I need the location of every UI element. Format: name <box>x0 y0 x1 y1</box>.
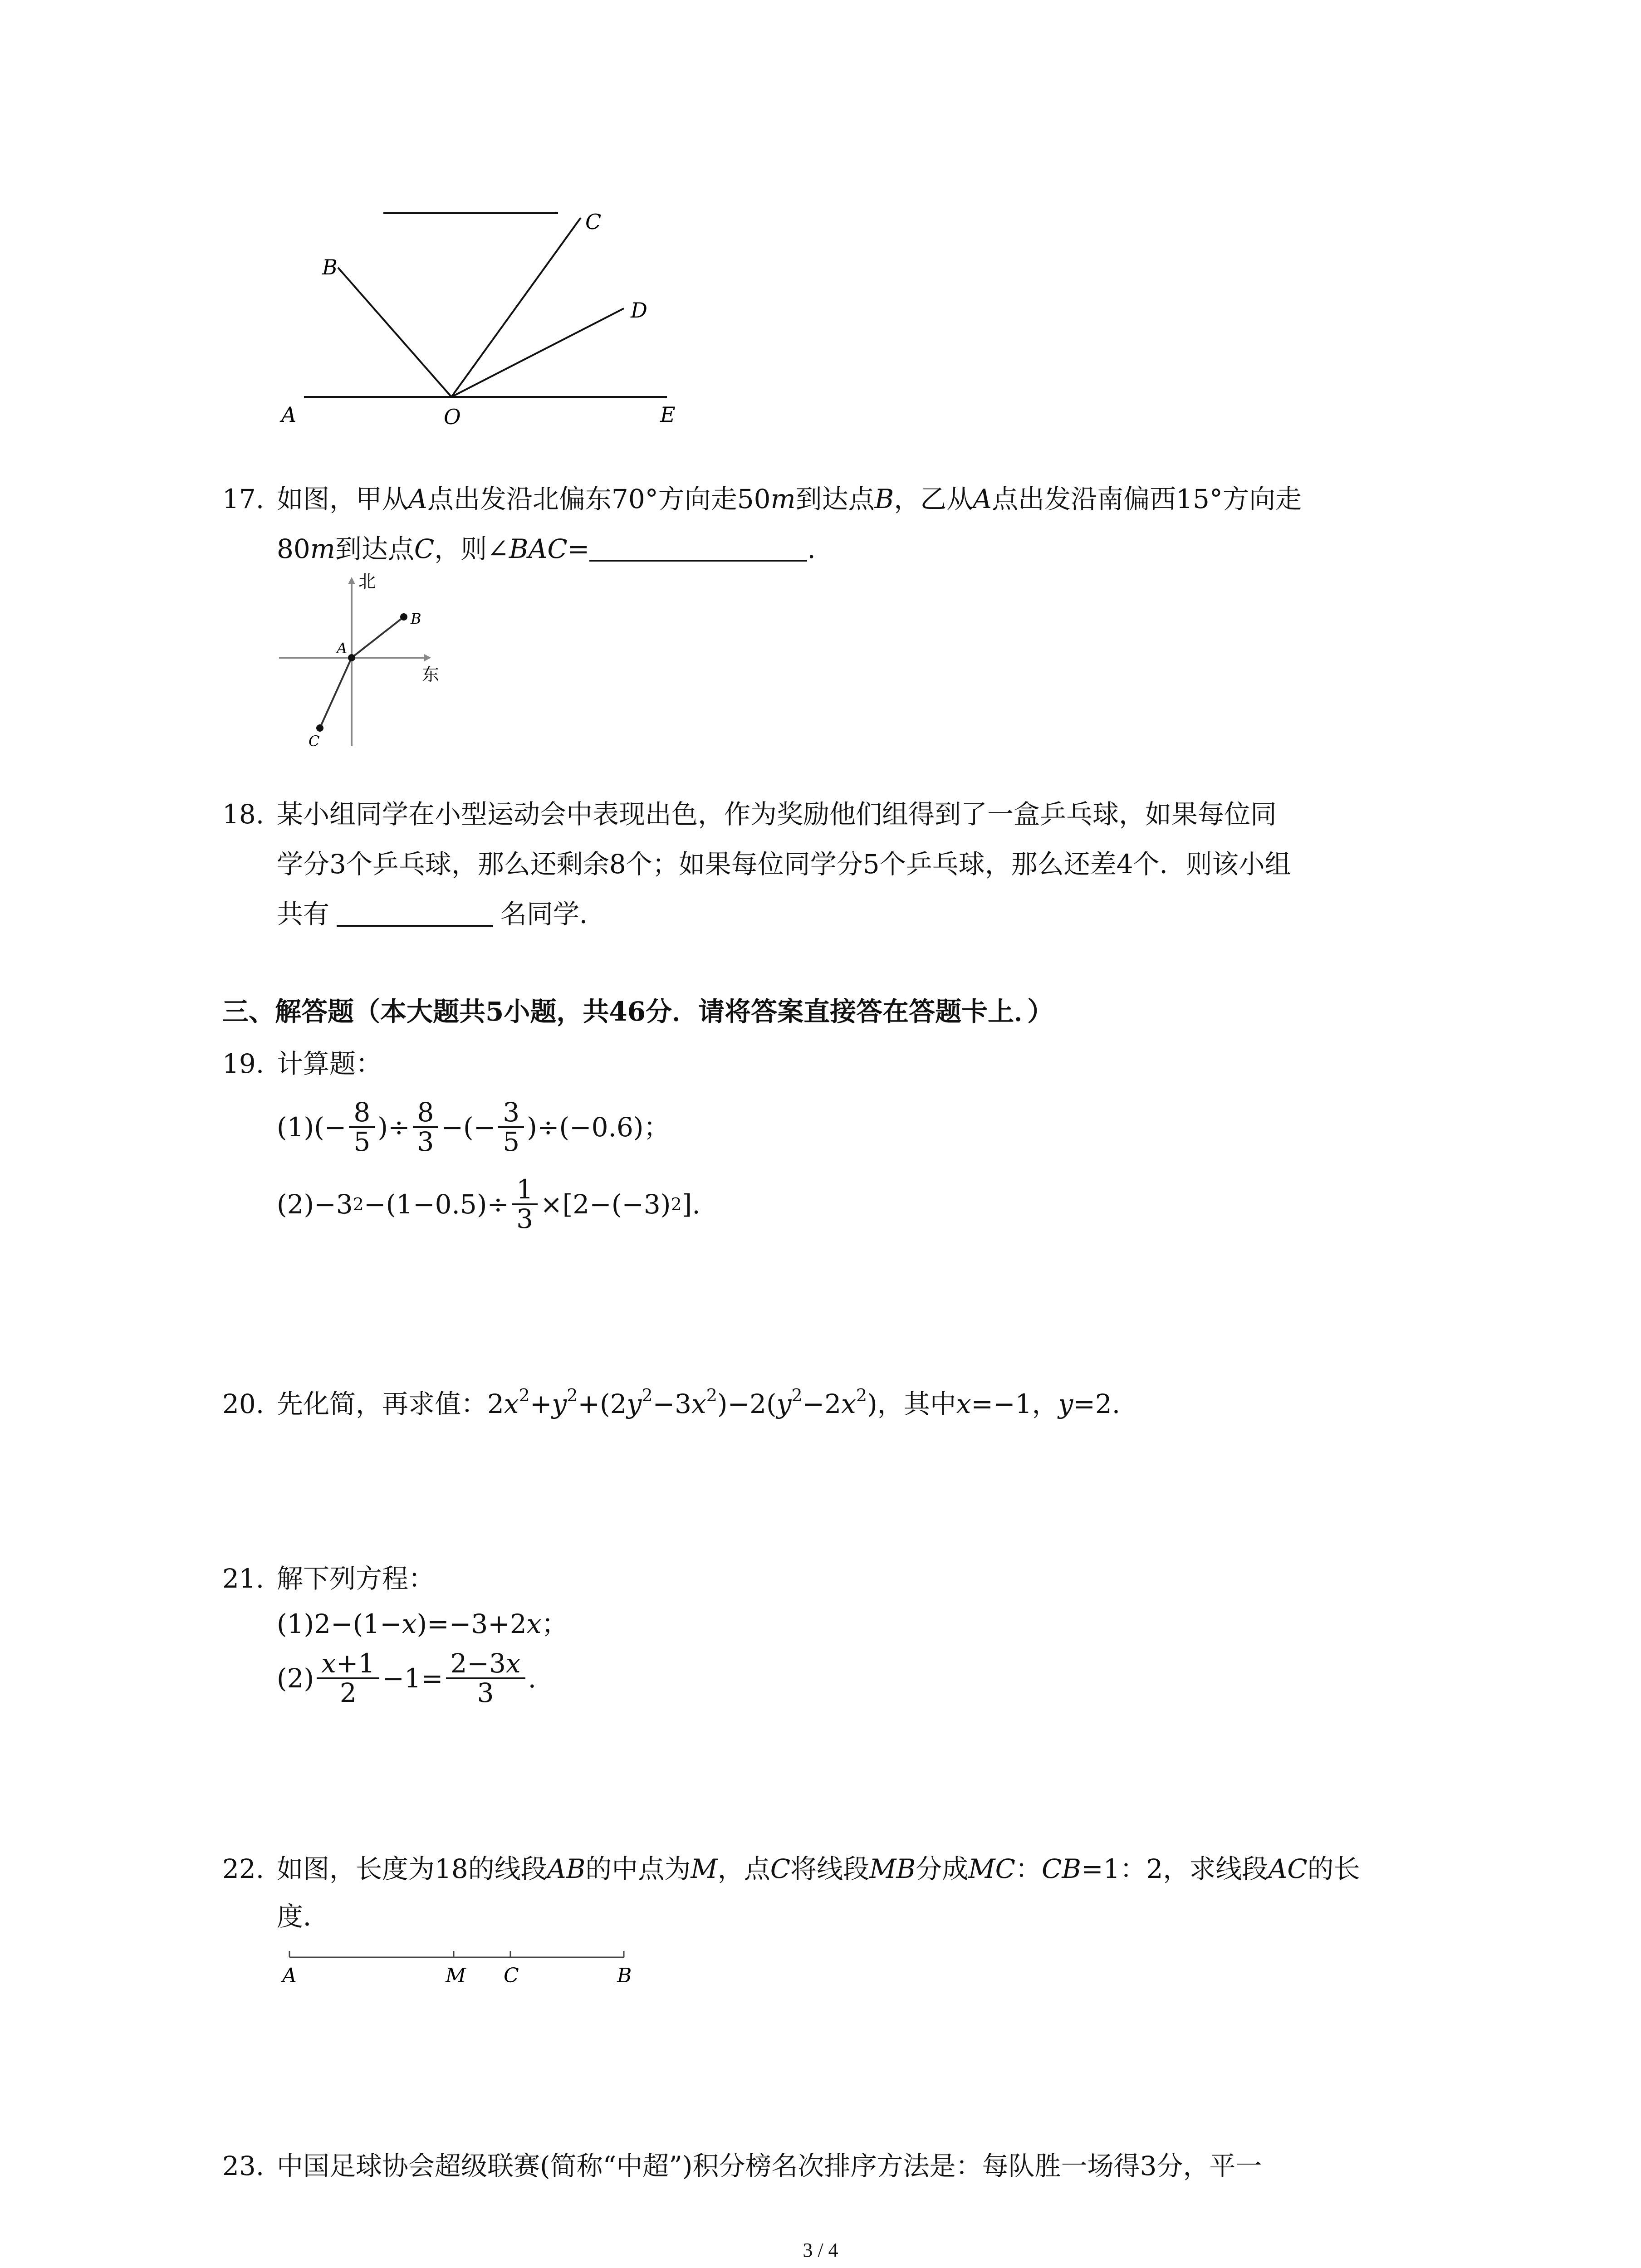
text: ： <box>1015 1853 1042 1884</box>
denominator: 5 <box>503 1126 520 1157</box>
text: . <box>807 533 816 564</box>
math: (− <box>314 1112 347 1143</box>
exponent: 2 <box>519 1385 530 1405</box>
math-var: BAC <box>509 533 568 564</box>
fraction <box>317 1650 379 1707</box>
math: −1= <box>382 1663 443 1694</box>
math: −3 <box>652 1388 692 1419</box>
q18-answer-blank[interactable] <box>337 899 493 927</box>
ray-ac <box>320 658 352 728</box>
math-var: x <box>691 1388 706 1419</box>
part-label: (1) <box>277 1112 314 1143</box>
section-3-heading: 三、解答题（本大题共5小题，共46分．请将答案直接答在答题卡上．） <box>222 996 1054 1027</box>
q22-number: 22. <box>222 1853 265 1884</box>
compass-figure <box>272 572 463 753</box>
exponent: 2 <box>706 1385 717 1405</box>
math-var: AC <box>1268 1853 1308 1884</box>
numerator <box>317 1650 379 1679</box>
q21-part1 <box>277 1606 568 1642</box>
label-east: 东 <box>422 665 440 684</box>
denominator: 3 <box>477 1677 494 1708</box>
point-a <box>348 654 355 661</box>
math-var: x <box>505 1648 521 1679</box>
q18-line1 <box>222 796 1277 832</box>
math: 2−(1− <box>314 1608 402 1639</box>
page-number: 3 / 4 <box>803 2239 838 2261</box>
label-o: O <box>444 405 461 429</box>
math: )÷(−0.6)； <box>527 1112 670 1143</box>
fraction <box>349 1099 375 1156</box>
math: )−2( <box>717 1388 777 1419</box>
text: 方向走 <box>658 484 737 514</box>
exponent: 2 <box>791 1385 803 1405</box>
text: 点出发沿北偏东 <box>427 484 612 514</box>
text: 的长 <box>1307 1853 1360 1884</box>
part-label: (2) <box>277 1189 314 1220</box>
denominator: 5 <box>353 1126 371 1157</box>
math: + <box>529 1388 552 1419</box>
label-a: A <box>281 402 297 427</box>
denominator: 3 <box>516 1203 533 1234</box>
text: ，乙从 <box>894 484 973 514</box>
math-var: M <box>691 1853 718 1884</box>
numerator <box>446 1650 525 1679</box>
text: 到达点 <box>795 484 875 514</box>
numerator: 3 <box>498 1099 524 1128</box>
math-var: B <box>874 484 894 514</box>
math-value: 70° <box>611 484 658 514</box>
text: 如图，甲从 <box>277 484 409 514</box>
math-var: x <box>321 1648 336 1679</box>
math: 2 <box>487 1388 504 1419</box>
q19-part2: (2) −3 2 −(1−0.5)÷ $\frac{1}{3}$ ×[2−(−3) 2 ]. <box>277 1174 700 1234</box>
angle-figure <box>272 195 726 440</box>
numerator: 8 <box>349 1099 375 1128</box>
math-var: x <box>504 1388 519 1419</box>
label-c: C <box>504 1964 519 1987</box>
text: 解下列方程： <box>277 1563 435 1594</box>
label-b: B <box>411 610 421 627</box>
point-b <box>400 613 407 621</box>
math-var: y <box>776 1388 792 1419</box>
label-a: A <box>282 1964 297 1987</box>
label-e: E <box>660 402 676 427</box>
fraction <box>498 1099 524 1156</box>
math: 2−3 <box>450 1648 506 1679</box>
q18-line2: 学分3个乒乓球，那么还剩余8个；如果每位同学分5个乒乓球，那么还差4个．则该小组 <box>277 849 1291 880</box>
math: ； <box>541 1608 568 1639</box>
numerator: 1 <box>512 1176 538 1205</box>
label-b: B <box>617 1964 632 1987</box>
label-b: B <box>322 255 338 279</box>
ray-od <box>451 308 624 397</box>
math: ]. <box>681 1189 700 1220</box>
math: +1 <box>336 1648 375 1679</box>
label-c: C <box>309 733 320 750</box>
text: 计算题： <box>277 1048 382 1079</box>
ray-oc <box>451 218 581 397</box>
q20-number: 20. <box>222 1388 265 1419</box>
q22-line1 <box>222 1851 1360 1887</box>
math-var: y <box>552 1388 567 1419</box>
text: 将线段 <box>790 1853 870 1884</box>
math-var: x <box>402 1608 417 1639</box>
math-value: 80 <box>277 533 310 564</box>
math: . <box>528 1663 537 1694</box>
part-label: (2) <box>277 1663 314 1694</box>
text: 名同学． <box>500 899 606 929</box>
q17-number: 17. <box>222 484 265 514</box>
math-var: A <box>973 484 992 514</box>
math-var: MB <box>869 1853 916 1884</box>
math-var: m <box>310 533 335 564</box>
q22-line2: 度． <box>277 1901 330 1932</box>
q18-line3 <box>277 896 606 932</box>
denominator: 2 <box>339 1677 357 1708</box>
label-m: M <box>446 1964 466 1987</box>
math-value: 15° <box>1176 484 1223 514</box>
math-var: C <box>770 1853 791 1884</box>
math: −2 <box>802 1388 842 1419</box>
fraction <box>413 1099 439 1156</box>
ray-ab <box>352 617 404 658</box>
text: 某小组同学在小型运动会中表现出色，作为奖励他们组得到了一盒乒乓球，如果每位同 <box>277 799 1277 830</box>
text: 共有 <box>277 899 330 929</box>
q17-line1 <box>222 481 1302 517</box>
numerator: 8 <box>413 1099 439 1128</box>
math-value: 50 <box>737 484 771 514</box>
text: 先化简，再求值： <box>277 1388 488 1419</box>
exponent: 2 <box>856 1385 867 1405</box>
east-arrow <box>424 654 431 661</box>
part-label: (1) <box>277 1608 314 1639</box>
math: )=−3+2 <box>416 1608 527 1639</box>
math: −(1−0.5)÷ <box>363 1189 509 1220</box>
text: =1：2，求线段 <box>1081 1853 1269 1884</box>
point-c <box>316 724 323 732</box>
text: 方向走 <box>1222 484 1302 514</box>
math-var: x <box>526 1608 542 1639</box>
text: 分成 <box>916 1853 969 1884</box>
text: 的中点为 <box>585 1853 691 1884</box>
math: )÷ <box>377 1112 410 1143</box>
math: −(− <box>441 1112 496 1143</box>
q17-line2 <box>277 531 816 567</box>
math: +(2 <box>578 1388 627 1419</box>
text: 点出发沿南偏西 <box>992 484 1176 514</box>
exponent: 2 <box>642 1385 653 1405</box>
math-var: C <box>414 533 435 564</box>
q19-part1 <box>277 1093 670 1161</box>
q19-title <box>222 1046 382 1082</box>
math-var: m <box>770 484 796 514</box>
math: −3 <box>314 1189 353 1220</box>
north-arrow <box>348 577 355 584</box>
label-c: C <box>585 210 602 234</box>
q23-line1 <box>222 2148 1262 2184</box>
math-var: AB <box>547 1853 586 1884</box>
text: ，则∠ <box>434 533 509 564</box>
math-var: y <box>627 1388 642 1419</box>
text: 如图，长度为18的线段 <box>277 1853 547 1884</box>
label-a: A <box>337 640 348 657</box>
q21-part2 <box>277 1644 536 1712</box>
q18-number: 18. <box>222 799 265 830</box>
denominator: 3 <box>417 1126 434 1157</box>
text: = <box>567 533 590 564</box>
q19-number: 19. <box>222 1048 265 1079</box>
text: 中国足球协会超级联赛(简称“中超”)积分榜名次排序方法是：每队胜一场得3分，平一 <box>277 2151 1262 2181</box>
text: )，其中 <box>867 1388 956 1419</box>
ray-ob <box>338 268 451 397</box>
math: ×[2−(−3) <box>540 1189 671 1220</box>
q21-number: 21. <box>222 1563 265 1594</box>
exponent: 2 <box>567 1385 578 1405</box>
q23-number: 23. <box>222 2151 265 2181</box>
fraction <box>446 1650 525 1707</box>
text: ，点 <box>717 1853 770 1884</box>
text: 到达点 <box>335 533 414 564</box>
math-var: CB <box>1041 1853 1081 1884</box>
segment-figure <box>272 1939 644 1994</box>
label-d: D <box>631 298 647 323</box>
math-var: x <box>956 1388 971 1419</box>
math-var: x <box>841 1388 856 1419</box>
math: =−1， <box>971 1388 1058 1419</box>
math-var: A <box>408 484 427 514</box>
label-north: 北 <box>358 572 376 591</box>
math-var: y <box>1058 1388 1073 1419</box>
fraction <box>512 1176 538 1233</box>
math: =2. <box>1073 1388 1121 1419</box>
q21-title <box>222 1560 435 1597</box>
q17-answer-blank[interactable] <box>589 534 807 562</box>
math-var: MC <box>968 1853 1015 1884</box>
q20-line <box>222 1386 1120 1422</box>
